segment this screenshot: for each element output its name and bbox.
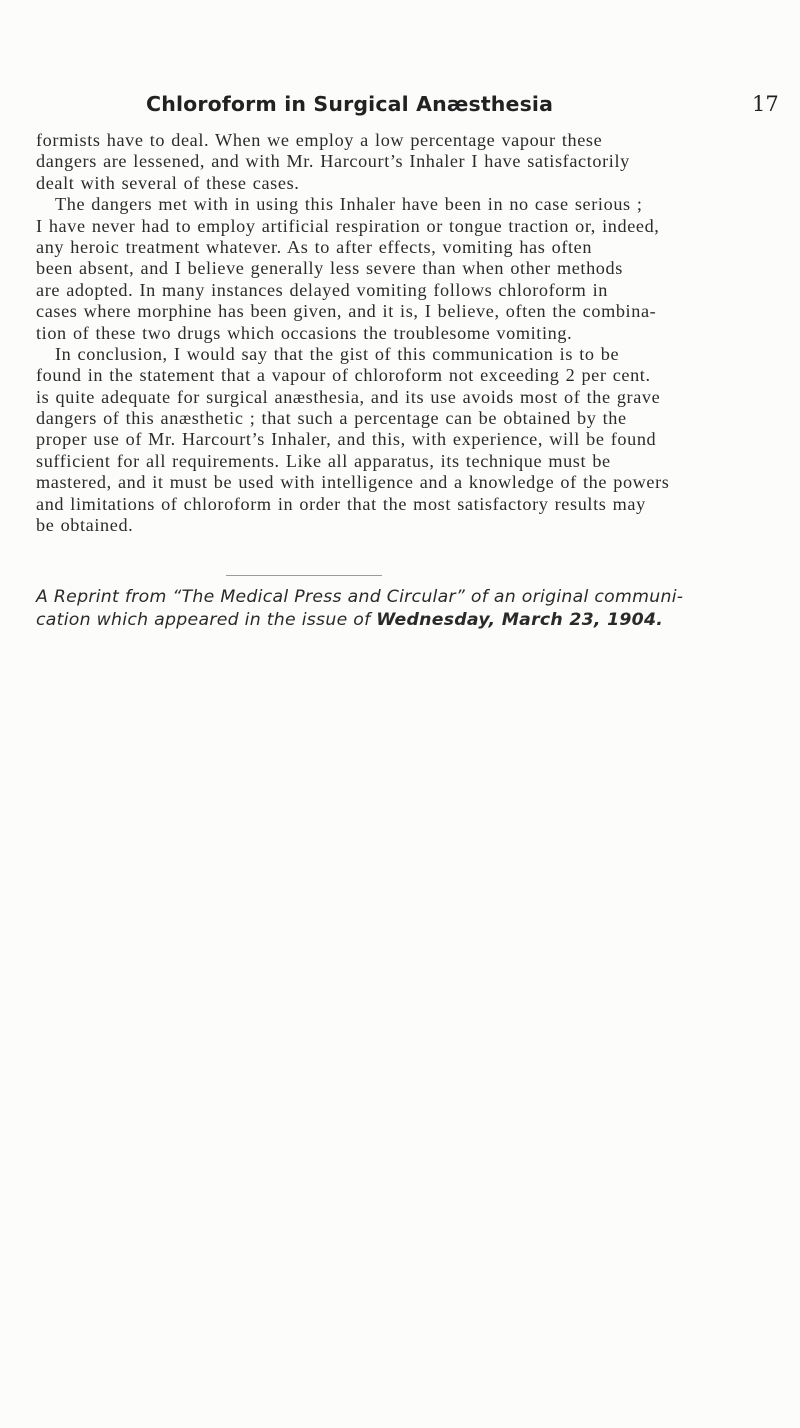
text-line: dealt with several of these cases. — [36, 172, 300, 193]
text-line: dangers are lessened, and with Mr. Harcourt’s Inhaler I have satisfactorily — [36, 151, 630, 172]
text-line: is quite adequate for surgical anæsthesia, and its use avoids most of the grave — [36, 386, 661, 407]
text-line: any heroic treatment whatever. As to after effects, vomiting has often — [36, 236, 593, 257]
text-line: dangers of this anæsthetic ; that such a percentage can be obtained by the — [36, 408, 627, 429]
text-line: and limitations of chloroform in order that the most satisfactory results may — [36, 493, 646, 514]
reprint-line-2 — [36, 609, 776, 632]
text-line: formists have to deal. When we employ a low percentage vapour these — [36, 130, 603, 150]
text-line: proper use of Mr. Harcourt’s Inhaler, and this, with experience, will be found — [36, 429, 657, 450]
running-title: Chloroform in Surgical Anæsthesia — [146, 92, 554, 116]
section-divider — [226, 575, 382, 576]
page-header — [0, 92, 800, 124]
text-line: In conclusion, I would say that the gist of this communication is to be — [55, 343, 620, 364]
reprint-note — [36, 586, 776, 631]
page-number: 17 — [752, 92, 779, 116]
reprint-line-1: A Reprint from “The Medical Press and Circular” of an original communi- — [36, 587, 684, 607]
text-line: The dangers met with in using this Inhaler have been in no case serious ; — [55, 194, 643, 215]
text-line: are adopted. In many instances delayed vomiting follows chloroform in — [36, 279, 609, 300]
reprint-line-2-text: cation which appeared in the issue of — [36, 609, 377, 630]
text-line: found in the statement that a vapour of chloroform not exceeding 2 per cent. — [36, 365, 651, 386]
text-line: cases where morphine has been given, and it is, I believe, often the combina- — [36, 301, 657, 322]
text-line: be obtained. — [36, 515, 134, 536]
text-line: mastered, and it must be used with intelligence and a knowledge of the powers — [36, 472, 670, 493]
text-line: been absent, and I believe generally less severe than when other methods — [36, 258, 623, 279]
text-line: sufficient for all requirements. Like all apparatus, its technique must be — [36, 450, 611, 471]
body-text — [36, 130, 772, 536]
text-line: tion of these two drugs which occasions the troublesome vomiting. — [36, 322, 573, 343]
text-line: I have never had to employ artificial respiration or tongue traction or, indeed, — [36, 215, 660, 236]
reprint-date: Wednesday, March 23, 1904. — [376, 609, 664, 630]
